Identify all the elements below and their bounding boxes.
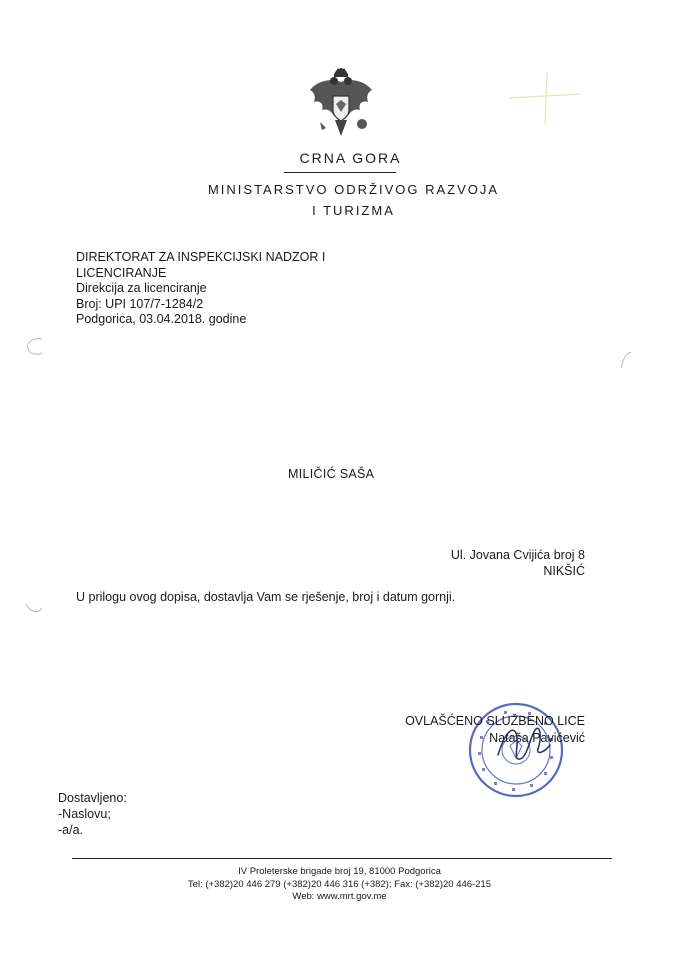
coat-of-arms-icon — [304, 66, 378, 144]
delivery-item: -a/a. — [58, 823, 84, 837]
letterhead-divider — [284, 172, 396, 173]
sender-block — [76, 250, 325, 328]
recipient-name: MILIČIĆ SAŠA — [288, 467, 375, 481]
signature-icon — [490, 715, 560, 775]
country-name: CRNA GORA — [299, 150, 402, 166]
footer-phones: Tel: (+382)20 446 279 (+382)20 446 316 (+382); Fax: (+382)20 446-215 — [187, 878, 492, 890]
delivery-item: -Naslovu; — [58, 807, 111, 821]
footer-divider — [72, 858, 612, 859]
ministry-name-line1: MINISTARSTVO ODRŽIVOG RAZVOJA — [207, 182, 500, 197]
footer — [0, 866, 679, 904]
punch-hole-mark-icon — [22, 598, 46, 618]
signatory-name: Nataša Pavićević — [489, 731, 585, 745]
sender-division: Direkcija za licenciranje — [76, 281, 207, 295]
recipient-address — [451, 547, 585, 579]
scan-mark-icon — [505, 68, 585, 128]
scan-mark-icon — [615, 348, 635, 372]
recipient-city: NIKŠIĆ — [543, 564, 585, 578]
sender-directorate: DIREKTORAT ZA INSPEKCIJSKI NADZOR I — [76, 250, 326, 264]
footer-web: Web: www.mrt.gov.me — [292, 891, 387, 902]
footer-address: IV Proleterske brigade broj 19, 81000 Podgorica — [238, 866, 441, 877]
recipient-street: Ul. Jovana Cvijića broj 8 — [450, 548, 585, 562]
delivery-label: Dostavljeno: — [58, 791, 127, 805]
document-number: Broj: UPI 107/7-1284/2 — [76, 296, 204, 311]
document-date: Podgorica, 03.04.2018. godine — [76, 312, 247, 326]
delivery-list — [58, 790, 127, 838]
sender-directorate-cont: LICENCIRANJE — [76, 265, 167, 280]
letter-body: U prilogu ovog dopisa, dostavlja Vam se rješenje, broj i datum gornji. — [76, 590, 456, 604]
ministry-name-line2: I TURIZMA — [312, 203, 395, 218]
punch-hole-mark-icon — [22, 335, 46, 359]
signatory-title: OVLAŠĆENO SLUŽBENO LICE — [405, 714, 585, 728]
